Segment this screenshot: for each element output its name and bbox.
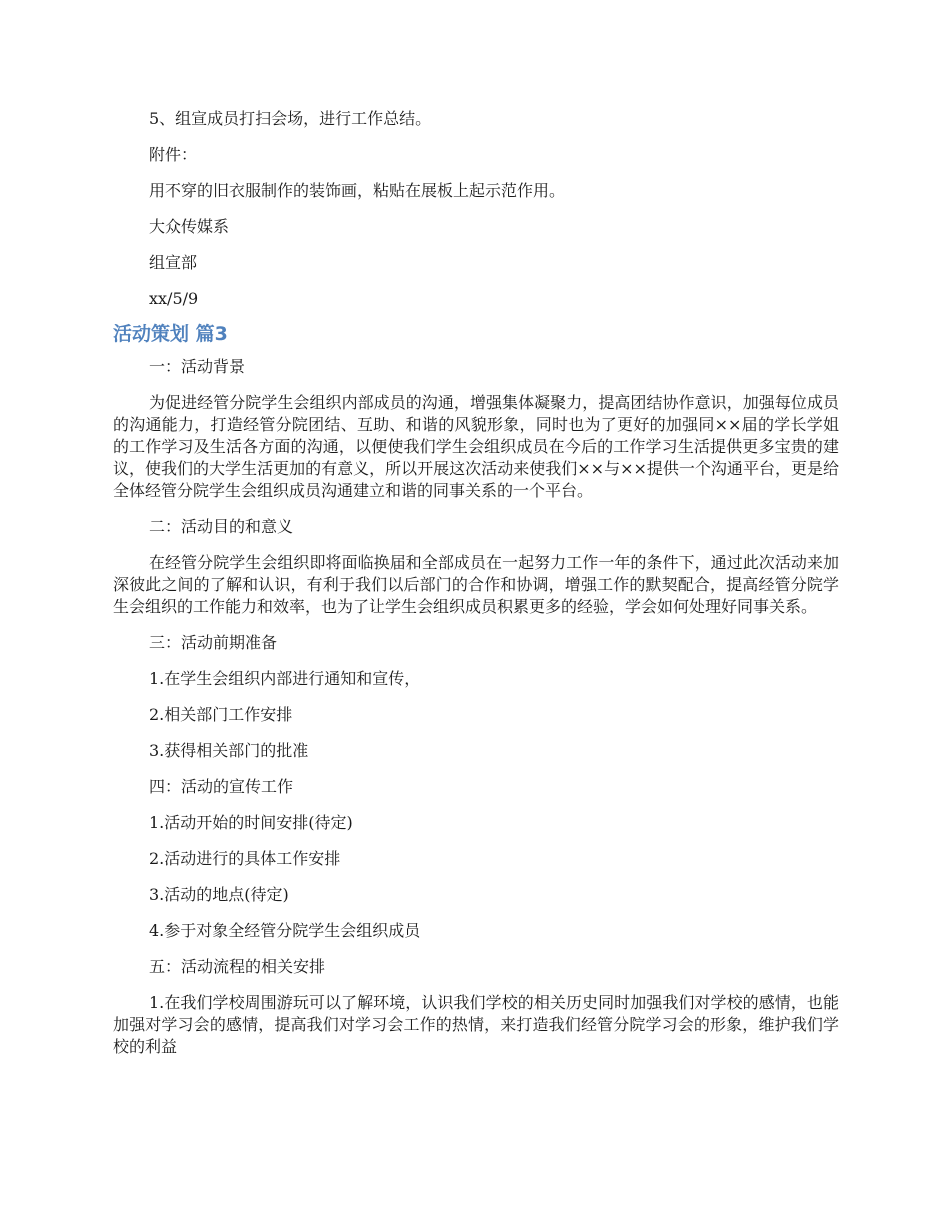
attachment-text: 用不穿的旧衣服制作的装饰画，粘贴在展板上起示范作用。 (149, 181, 566, 200)
signature-unit: 组宣部 (149, 253, 198, 272)
subheading-background: 一：活动背景 (149, 357, 246, 376)
paragraph-process: 1.在我们学校周围游玩可以了解环境，认识我们学校的相关历史同时加强我们对学校的感情，也能加强对学习会的感情，提高我们对学习会工作的热情，来打造我们经管分院学习会的形象，维护我们学校的利益 (113, 993, 839, 1056)
list-item: 4.参于对象全经管分院学生会组织成员 (149, 921, 421, 940)
document-body (113, 108, 839, 1058)
paragraph-purpose: 在经管分院学生会组织即将面临换届和全部成员在一起努力工作一年的条件下，通过此次活动来加深彼此之间的了解和认识，有利于我们以后部门的合作和协调，增强工作的默契配合，提高经管分院学生会组织的工作能力和效率，也为了让学生会组织成员积累更多的经验，学会如何处理好同事关系。 (113, 553, 839, 616)
list-item: 2.活动进行的具体工作安排 (149, 849, 341, 868)
attachment-label: 附件： (149, 145, 198, 164)
list-item: 3.获得相关部门的批准 (149, 741, 309, 760)
list-item: 2.相关部门工作安排 (149, 705, 293, 724)
signature-department: 大众传媒系 (149, 217, 230, 236)
subheading-promotion: 四：活动的宣传工作 (149, 777, 294, 796)
signature-date: xx/5/9 (149, 289, 199, 308)
list-item: 3.活动的地点(待定) (149, 885, 289, 904)
list-item: 1.活动开始的时间安排(待定) (149, 813, 353, 832)
paragraph-background: 为促进经管分院学生会组织内部成员的沟通，增强集体凝聚力，提高团结协作意识，加强每位成员的沟通能力，打造经管分院团结、互助、和谐的风貌形象，同时也为了更好的加强同××届的学长学姐的工作学习及生活各方面的沟通，以便使我们学生会组织成员在今后的工作学习生活提供更多宝贵的建议，使我们的大学生活更加的有意义，所以开展这次活动来使我们××与××提供一个沟通平台，更是给全体经管分院学生会组织成员沟通建立和谐的同事关系的一个平台。 (113, 393, 839, 500)
list-item-cleanup: 5、组宣成员打扫会场，进行工作总结。 (149, 109, 432, 128)
subheading-process: 五：活动流程的相关安排 (149, 957, 326, 976)
list-item: 1.在学生会组织内部进行通知和宣传， (149, 669, 421, 688)
subheading-purpose: 二：活动目的和意义 (149, 517, 294, 536)
section-heading: 活动策划 篇3 (113, 323, 228, 345)
subheading-preparation: 三：活动前期准备 (149, 633, 278, 652)
